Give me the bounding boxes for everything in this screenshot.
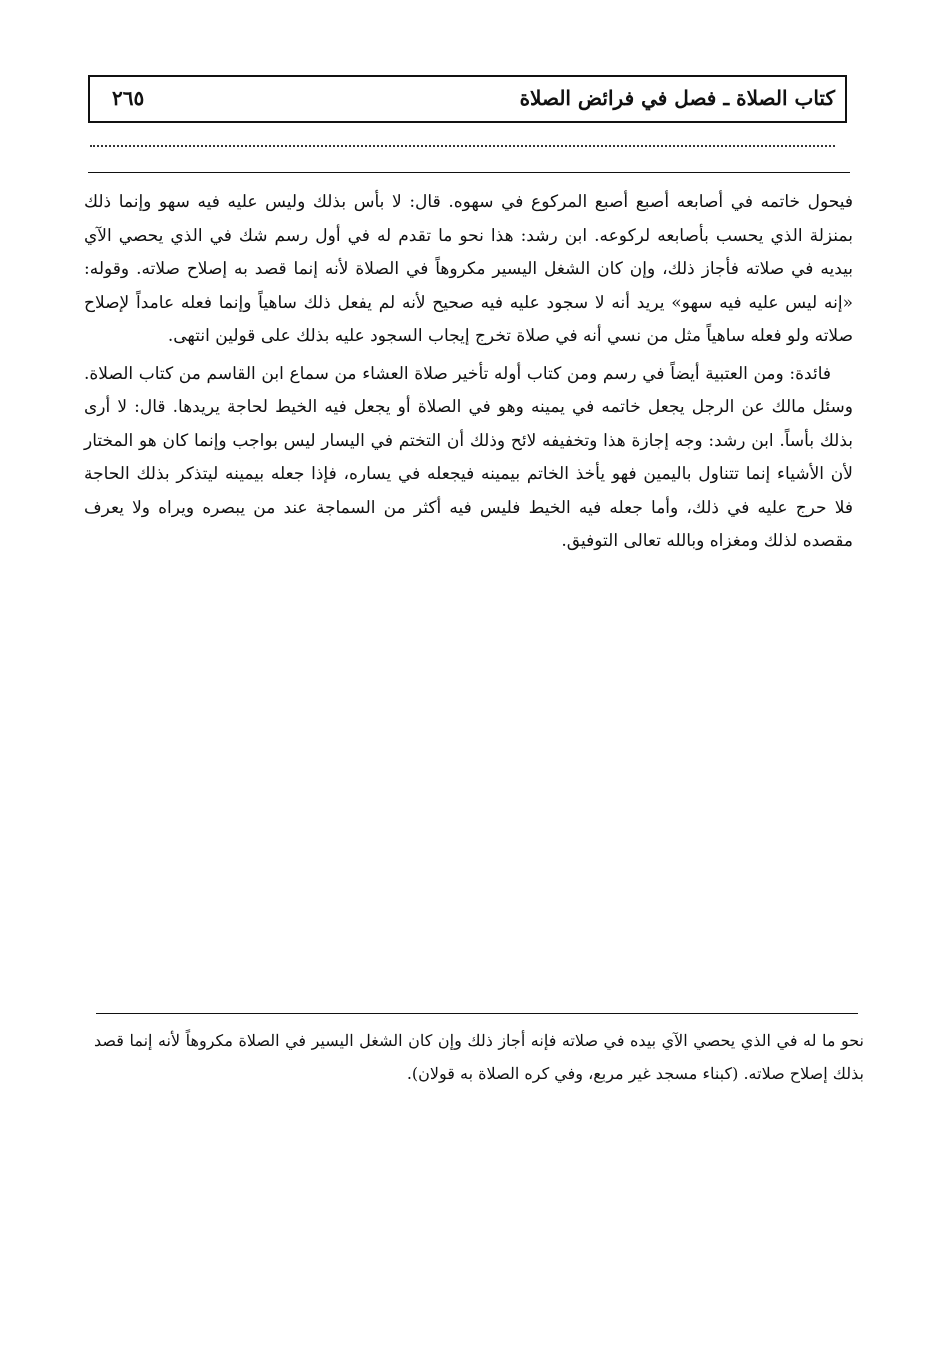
header-rule [88,172,850,173]
footnote-rule [96,1013,858,1014]
page-number: ٢٦٥ [112,86,145,110]
paragraph-2: فائدة: ومن العتبية أيضاً في رسم ومن كتاب أوله تأخير صلاة العشاء من سماع ابن القاسم من كتاب الصلاة. وسئل مالك عن الرجل يجعل خاتمه في يمينه وهو في الصلاة أو يجعل فيه الخيط لحاجة يريدها. قال: لا أرى بذلك بأساً. ابن رشد: وجه إجازة هذا وتخفيفه لائح وذلك أن التختم في اليسار ليس بواجب وإنما كان هو المختار لأن الأشياء إنما تتناول باليمين فهو يأخذ الخاتم بيمينه فيجعله في يساره، فإذا جعله بيمينه ليتذكر بذلك الحاجة فلا حرج عليه في ذلك، وأما جعله فيه الخيط فليس فيه أكثر من السماجة عند من يبصره ويراه ولا يعرف مقصده لذلك ومغزاه وبالله تعالى التوفيق. [84,363,853,551]
paragraph-1: فيحول خاتمه في أصابعه أصبع أصبع المركوع في سهوه. قال: لا بأس بذلك وليس عليه فيه سهو وإنما ذلك بمنزلة الذي يحسب بأصابعه لركوعه. ابن رشد: هذا نحو ما تقدم له في أول رسم شك في الذي يحصي الآي بيديه في صلاته فأجاز ذلك، وإن كان الشغل اليسير مكروهاً في الصلاة لأنه إنما قصد به إصلاح صلاته. وقوله: «إنه ليس عليه فيه سهو» يريد أنه لا سجود عليه فيه صحيح لأنه لم يفعل ذلك ساهياً وإنما فعله عامداً لإصلاح صلاته ولو فعله ساهياً مثل من نسي أنه في صلاة تخرج إيجاب السجود عليه بذلك على قولين انتهى. [84,192,853,346]
chapter-title: كتاب الصلاة ـ فصل في فرائض الصلاة [519,86,835,110]
main-text [84,186,853,559]
footnote: نحو ما له في الذي يحصي الآي بيده في صلاته فإنه أجاز ذلك وإن كان الشغل اليسير في الصلاة مكروهاً لأنه إنما قصد بذلك إصلاح صلاته. (كبناء مسجد غير مربع، وفي كره الصلاة به قولان). [94,1031,864,1083]
dotted-separator [90,145,835,147]
running-header [88,75,847,123]
